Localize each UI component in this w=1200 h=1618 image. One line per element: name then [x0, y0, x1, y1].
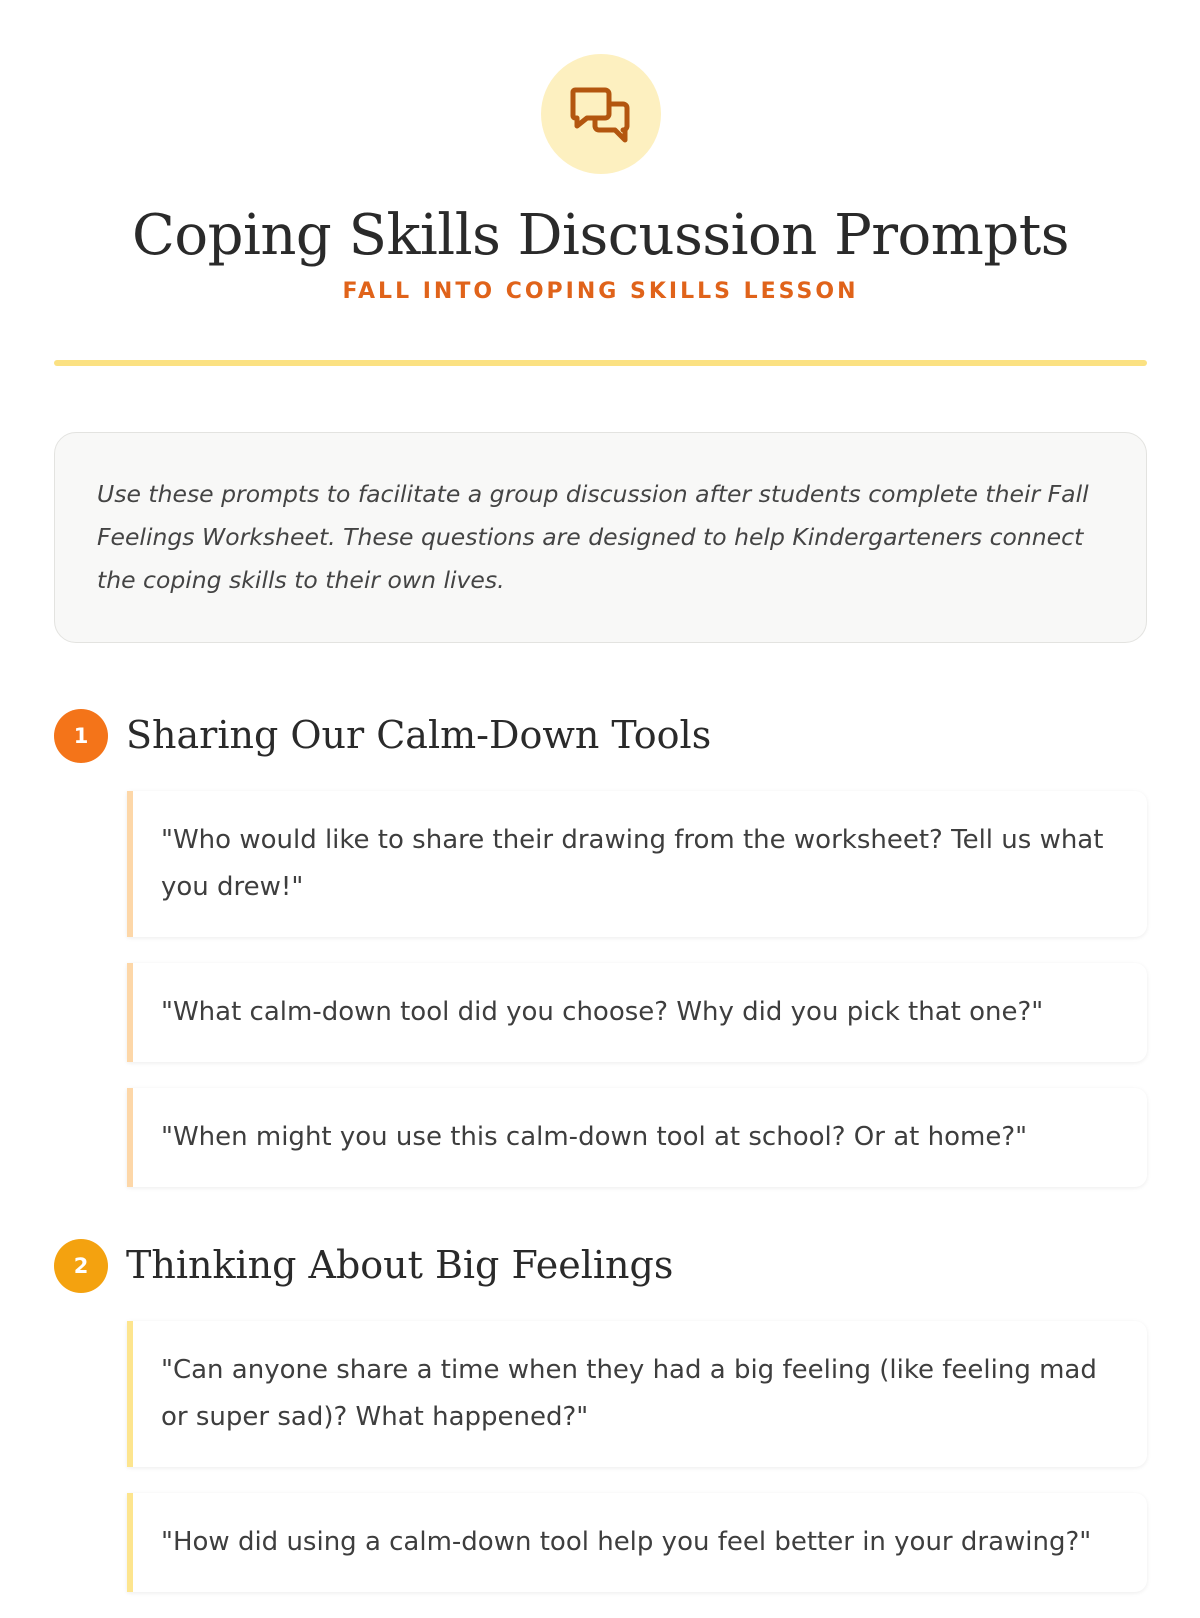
section-sharing-tools — [54, 709, 1147, 1187]
page-title: Coping Skills Discussion Prompts — [132, 203, 1069, 268]
section-title: Thinking About Big Feelings — [126, 1243, 674, 1288]
header-icon-badge — [541, 54, 661, 174]
section-number-badge: 2 — [54, 1239, 108, 1293]
intro-box — [54, 432, 1147, 643]
section-number-badge: 1 — [54, 709, 108, 763]
section-big-feelings — [54, 1239, 1147, 1592]
intro-text: Use these prompts to facilitate a group discussion after students complete their Fall Feelings Worksheet. These questions are designed to help Kindergarteners connect the coping skills to their own lives. — [97, 480, 1089, 595]
section-title: Sharing Our Calm-Down Tools — [126, 713, 712, 758]
page — [54, 0, 1147, 1618]
prompt-list — [127, 791, 1147, 1187]
prompt-list — [127, 1321, 1147, 1592]
chat-bubbles-icon — [569, 82, 633, 146]
header-divider — [54, 360, 1147, 366]
prompt-card: "Who would like to share their drawing from the worksheet? Tell us what you drew!" — [127, 791, 1147, 937]
prompt-card: "What calm-down tool did you choose? Why did you pick that one?" — [127, 963, 1147, 1062]
page-subtitle: FALL INTO COPING SKILLS LESSON — [342, 279, 859, 305]
prompt-card: "Can anyone share a time when they had a big feeling (like feeling mad or super sad)? What happened?" — [127, 1321, 1147, 1467]
section-header — [54, 709, 1147, 763]
prompt-card: "How did using a calm-down tool help you feel better in your drawing?" — [127, 1493, 1147, 1592]
prompt-card: "When might you use this calm-down tool at school? Or at home?" — [127, 1088, 1147, 1187]
section-header — [54, 1239, 1147, 1293]
